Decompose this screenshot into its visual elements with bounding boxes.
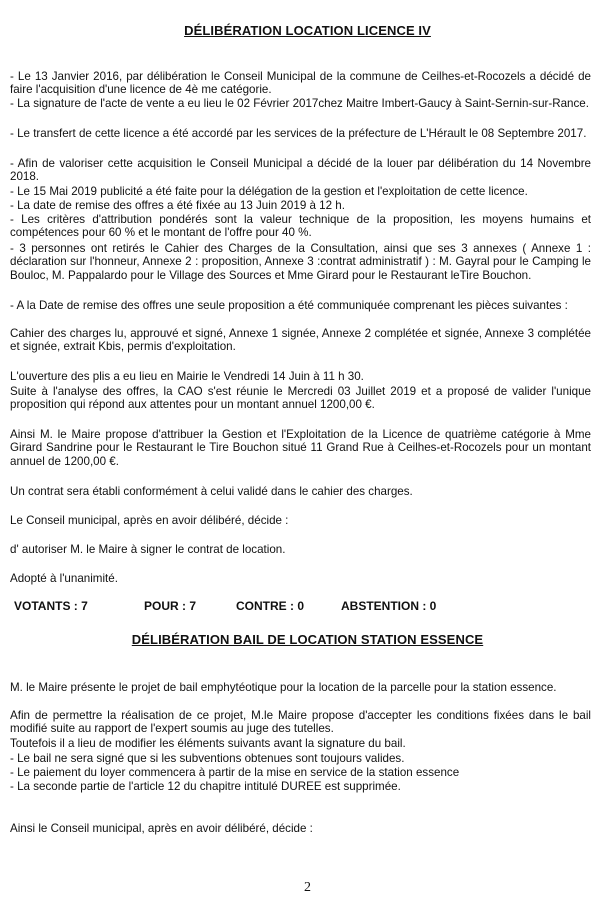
paragraph: Suite à l'analyse des offres, la CAO s'est réunie le Mercredi 03 Juillet 2019 et a proposé de valider l'unique proposition qui répond aux attentes pour un montant annuel 1200,00 €. <box>10 385 591 412</box>
paragraph: - La seconde partie de l'article 12 du chapitre intitulé DUREE est supprimée. <box>10 780 401 793</box>
paragraph: Cahier des charges lu, approuvé et signé, Annexe 1 signée, Annexe 2 complétée et signée, Annexe 3 complétée et signée, extrait Kbis, permis d'exploitation. <box>10 327 591 354</box>
paragraph: Afin de permettre la réalisation de ce projet, M.le Maire propose d'accepter les conditions fixées dans le bail modifié suite au rapport de l'expert soumis au juge des tutelles. <box>10 709 591 736</box>
pour-count: POUR : 7 <box>144 599 197 613</box>
paragraph: Un contrat sera établi conformément à celui validé dans le cahier des charges. <box>10 485 413 498</box>
paragraph: L'ouverture des plis a eu lieu en Mairie le Vendredi 14 Juin à 11 h 30. <box>10 370 364 383</box>
paragraph: - Le 15 Mai 2019 publicité a été faite pour la délégation de la gestion et l'exploitation de cette licence. <box>10 185 528 198</box>
paragraph: Adopté à l'unanimité. <box>10 572 118 585</box>
paragraph: d' autoriser M. le Maire à signer le contrat de location. <box>10 543 286 556</box>
paragraph: - La date de remise des offres a été fixée au 13 Juin 2019 à 12 h. <box>10 199 345 212</box>
paragraph: Ainsi M. le Maire propose d'attribuer la Gestion et l'Exploitation de la Licence de quatrième catégorie à Mme Girard Sandrine pour le Restaurant le Tire Bouchon situé 11 Grand Rue à Ceilhes-et-Rocozels pour un montant annuel de 1200,00 €. <box>10 428 591 468</box>
page-number: 2 <box>304 880 311 895</box>
section-title-station-essence: DÉLIBÉRATION BAIL DE LOCATION STATION ESSENCE <box>131 632 484 647</box>
abstention-count: ABSTENTION : 0 <box>341 599 437 613</box>
paragraph: - Le 13 Janvier 2016, par délibération le Conseil Municipal de la commune de Ceilhes-et-Rocozels a décidé de faire l'acquisition d'une licence de 4è me catégorie. <box>10 70 591 97</box>
paragraph: - A la Date de remise des offres une seule proposition a été communiquée comprenant les pièces suivantes : <box>10 299 568 312</box>
paragraph: - Les critères d'attribution pondérés sont la valeur technique de la proposition, les moyens humains et compétences pour 60 % et le montant de l'offre pour 40 %. <box>10 213 591 240</box>
paragraph: Le Conseil municipal, après en avoir délibéré, décide : <box>10 514 289 527</box>
paragraph: - Le paiement du loyer commencera à partir de la mise en service de la station essence <box>10 766 460 779</box>
contre-count: CONTRE : 0 <box>236 599 305 613</box>
paragraph: - Le bail ne sera signé que si les subventions obtenues sont toujours valides. <box>10 752 405 765</box>
section-title-licence: DÉLIBÉRATION LOCATION LICENCE IV <box>184 23 431 38</box>
paragraph: Toutefois il a lieu de modifier les éléments suivants avant la signature du bail. <box>10 737 406 750</box>
paragraph: - 3 personnes ont retirés le Cahier des Charges de la Consultation, ainsi que ses 3 annexes ( Annexe 1 : déclaration sur l'honneur, Annexe 2 : proposition, Annexe 3 :contrat administratif ) : M. Gayral pour le Camping le Bouloc, M. Pappalardo pour le Village des Sources et Mme Girard pour le Restaurant leTire Bouchon. <box>10 242 591 282</box>
paragraph: - Afin de valoriser cette acquisition le Conseil Municipal a décidé de la louer par délibération du 14 Novembre 2018. <box>10 157 591 184</box>
votants-count: VOTANTS : 7 <box>14 599 88 613</box>
paragraph: - Le transfert de cette licence a été accordé par les services de la préfecture de L'Hérault le 08 Septembre 2017. <box>10 127 587 140</box>
paragraph: M. le Maire présente le projet de bail emphytéotique pour la location de la parcelle pour la station essence. <box>10 681 557 694</box>
paragraph: Ainsi le Conseil municipal, après en avoir délibéré, décide : <box>10 822 313 835</box>
paragraph: - La signature de l'acte de vente a eu lieu le 02 Février 2017chez Maitre Imbert-Gaucy à Saint-Sernin-sur-Rance. <box>10 97 589 110</box>
